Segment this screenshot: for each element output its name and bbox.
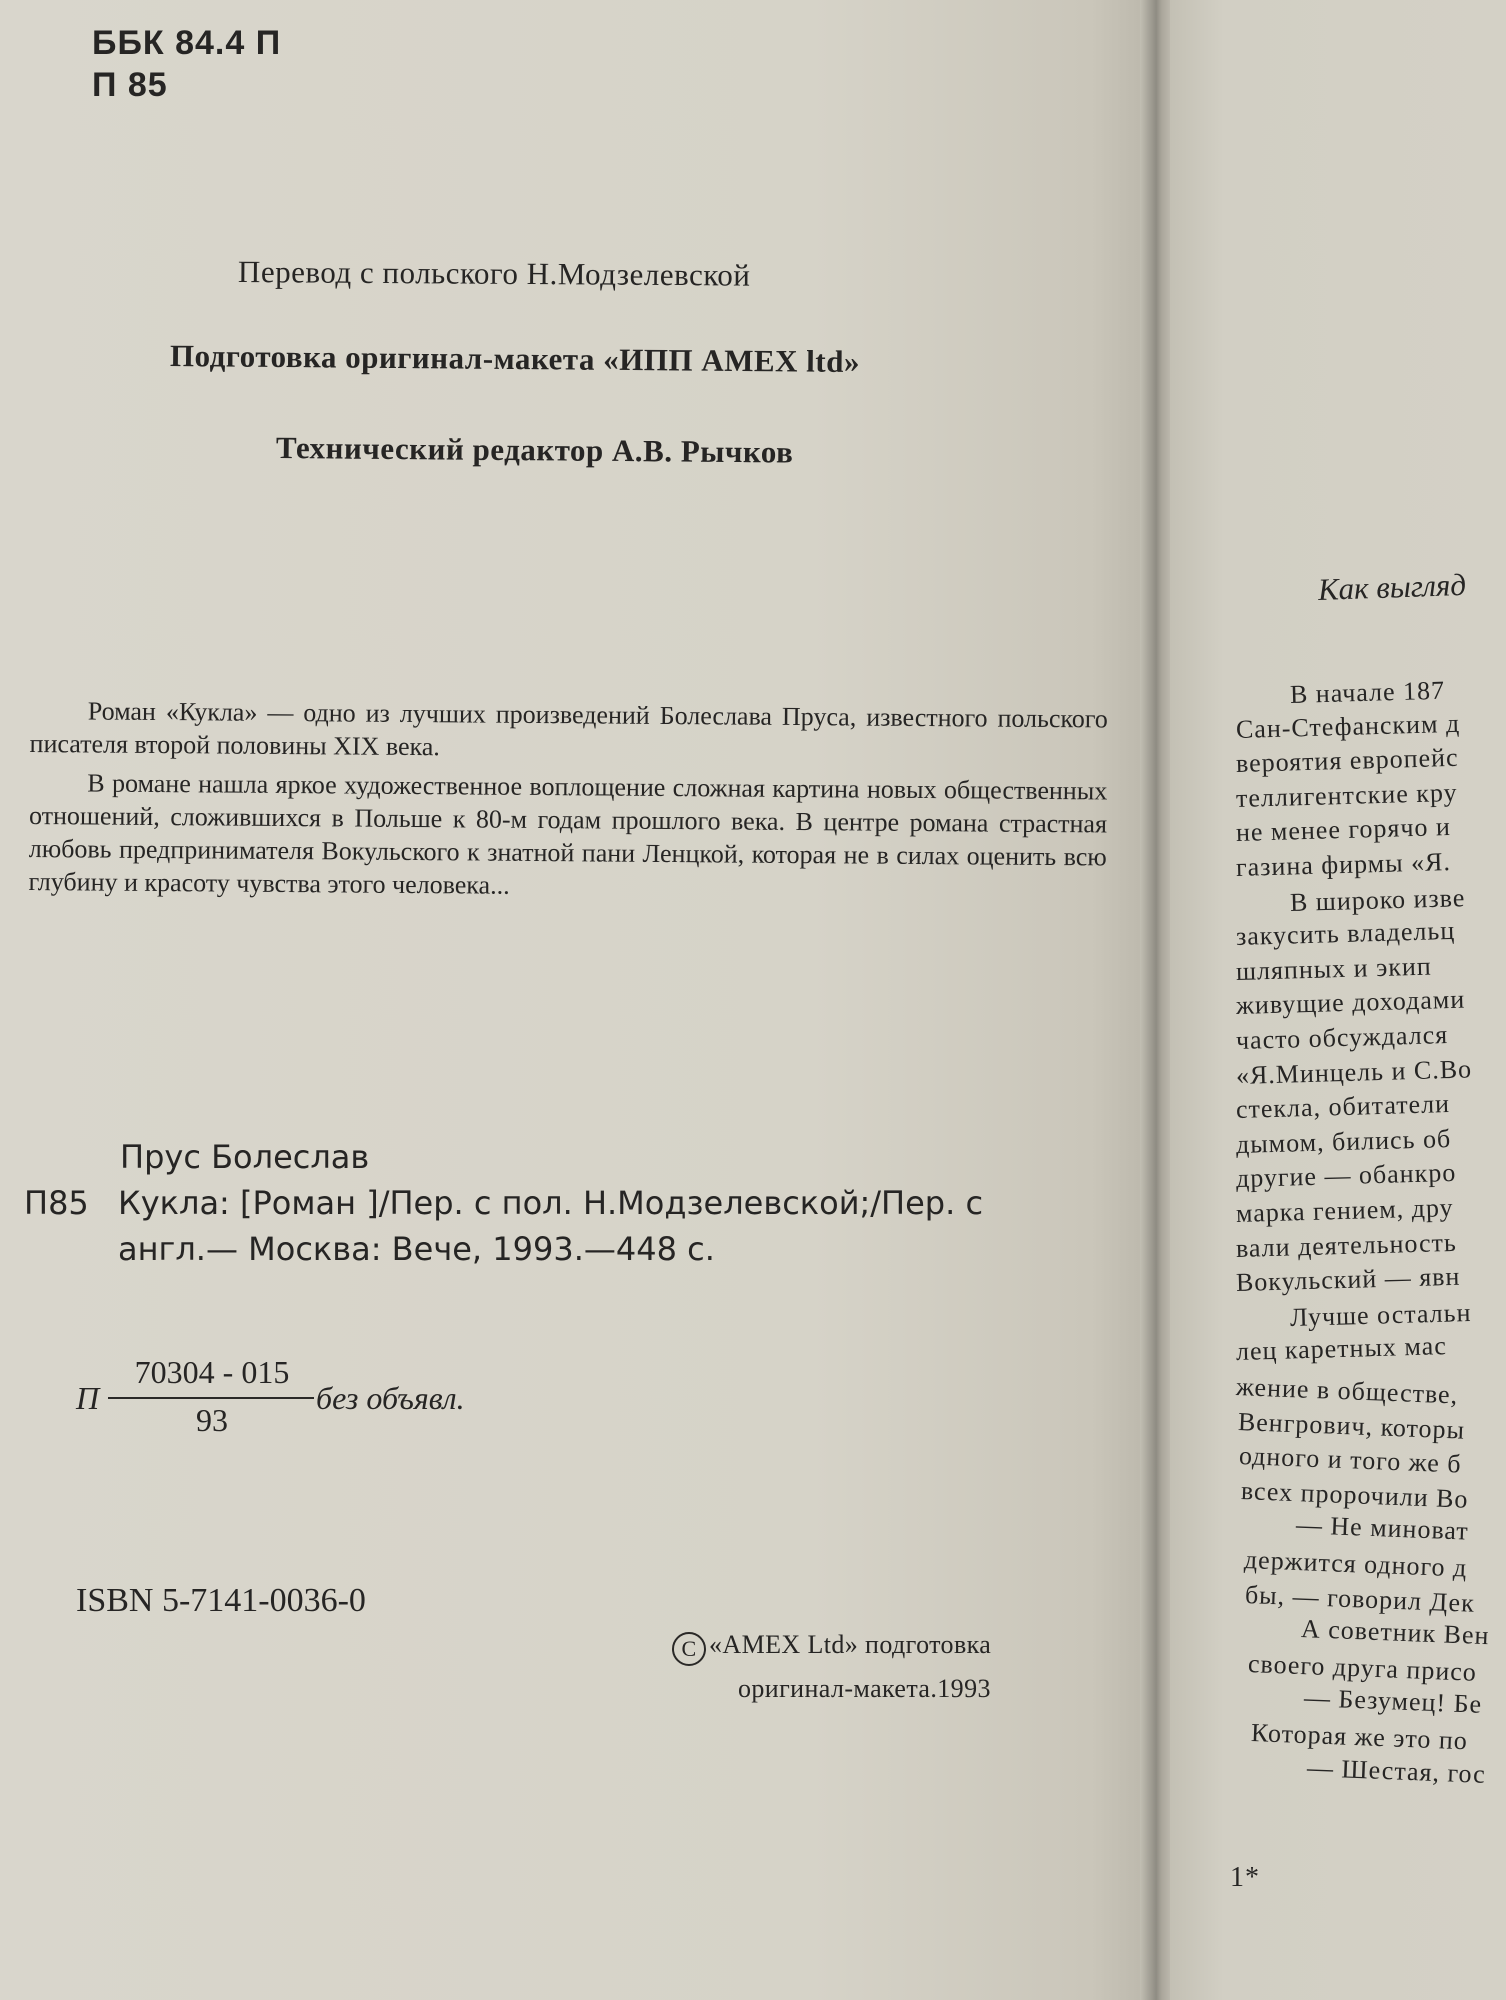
author-index-code: П 85 xyxy=(92,66,168,104)
right-page-line: А советник Вен xyxy=(1299,1614,1490,1651)
right-page-line: вали деятельность xyxy=(1235,1227,1458,1263)
catalog-suffix: без объявл. xyxy=(316,1380,465,1416)
right-page-line: часто обсуждался xyxy=(1235,1020,1449,1055)
annotation-paragraph-1: Роман «Кукла» — одно из лучших произведений Болеслава Пруса, известного польского писателя второй половины XIX века. xyxy=(29,696,1108,762)
right-page-line: — Шестая, гос xyxy=(1305,1752,1486,1789)
right-page-line: теллигентские кру xyxy=(1235,777,1458,813)
right-page-line: лец каретных мас xyxy=(1235,1331,1448,1367)
right-page-line: жение в обществе, xyxy=(1235,1372,1459,1410)
catalog-prefix: П xyxy=(76,1380,100,1416)
bibliography-line-1: Кукла: [Роман ]/Пер. с пол. Н.Модзелевской;/Пер. с xyxy=(118,1184,984,1222)
annotation xyxy=(28,694,1108,906)
right-page-line: «Я.Минцель и С.Во xyxy=(1235,1054,1473,1090)
right-page-line: Которая же это по xyxy=(1250,1718,1469,1756)
bibliography-code: П85 xyxy=(24,1184,89,1222)
right-page-line: В широко изве xyxy=(1289,882,1466,917)
right-page-line: не менее горячо и xyxy=(1235,812,1452,848)
right-page-line: Венгрович, которы xyxy=(1236,1406,1466,1445)
right-page-line: — Безумец! Бе xyxy=(1302,1683,1483,1720)
layout-credit: Подготовка оригинал-макета «ИПП АМЕХ ltd» xyxy=(169,338,861,380)
right-page-line: шляпных и экип xyxy=(1235,951,1433,986)
right-page-line: своего друга присо xyxy=(1247,1648,1478,1687)
right-page-line: одного и того же б xyxy=(1238,1441,1463,1479)
right-page-line: всех пророчили Во xyxy=(1239,1475,1469,1514)
right-page-line: вероятия европейс xyxy=(1235,742,1459,779)
right-page-line: держится одного д xyxy=(1242,1545,1468,1583)
translator-credit: Перевод с польского Н.Модзелевской xyxy=(237,254,751,293)
right-page-line: стекла, обитатели xyxy=(1235,1089,1451,1125)
right-page-line: — Не миноват xyxy=(1295,1510,1470,1547)
right-page-line: живущие доходами xyxy=(1235,984,1466,1021)
right-page-line: марка гением, дру xyxy=(1235,1192,1454,1228)
bibliography-author: Прус Болеслав xyxy=(120,1138,370,1176)
right-page-line: В начале 187 xyxy=(1289,675,1446,709)
right-page-line: закусить владельц xyxy=(1235,916,1456,952)
catalog-fraction-bar xyxy=(108,1397,314,1399)
technical-editor-credit: Технический редактор А.В. Рычков xyxy=(275,430,794,470)
copyright-icon: C xyxy=(672,1632,706,1666)
isbn: ISBN 5-7141-0036-0 xyxy=(76,1582,366,1619)
copyright-line-1 xyxy=(672,1630,991,1666)
right-page-line: другие — обанкро xyxy=(1235,1158,1457,1194)
right-page xyxy=(1170,0,1506,2000)
copyright-text-1: «АМЕХ Ltd» подготовка xyxy=(709,1630,992,1659)
catalog-numerator: 70304 - 015 xyxy=(134,1354,290,1390)
catalog-denominator: 93 xyxy=(196,1402,228,1438)
chapter-heading: Как выгляд xyxy=(1317,566,1467,607)
signature-mark: 1* xyxy=(1230,1862,1260,1893)
right-page-line: Сан-Стефанским д xyxy=(1235,708,1461,744)
bbk-code: ББК 84.4 П xyxy=(92,24,282,62)
annotation-paragraph-2: В романе нашла яркое художественное воплощение сложная картина новых общественных отношений, сложившихся в Польше к 80-м годам прошлого века. В центре романа страстная любовь предпринимателя Вокульского к знатной пани Ленцкой, которая не в силах оценить всю глубину и красоту чувства этого человека... xyxy=(28,768,1108,900)
right-page-line: Лучше остальн xyxy=(1289,1297,1472,1332)
right-page-line: бы, — говорил Дек xyxy=(1244,1579,1476,1618)
right-page-line: дымом, бились об xyxy=(1235,1123,1452,1159)
right-page-line: Вокульский — явн xyxy=(1235,1261,1461,1298)
copyright-line-2: оригинал-макета.1993 xyxy=(738,1674,991,1703)
bibliography-line-2: англ.— Москва: Вече, 1993.—448 с. xyxy=(118,1230,715,1268)
right-page-line: газина фирмы «Я. xyxy=(1235,847,1452,882)
